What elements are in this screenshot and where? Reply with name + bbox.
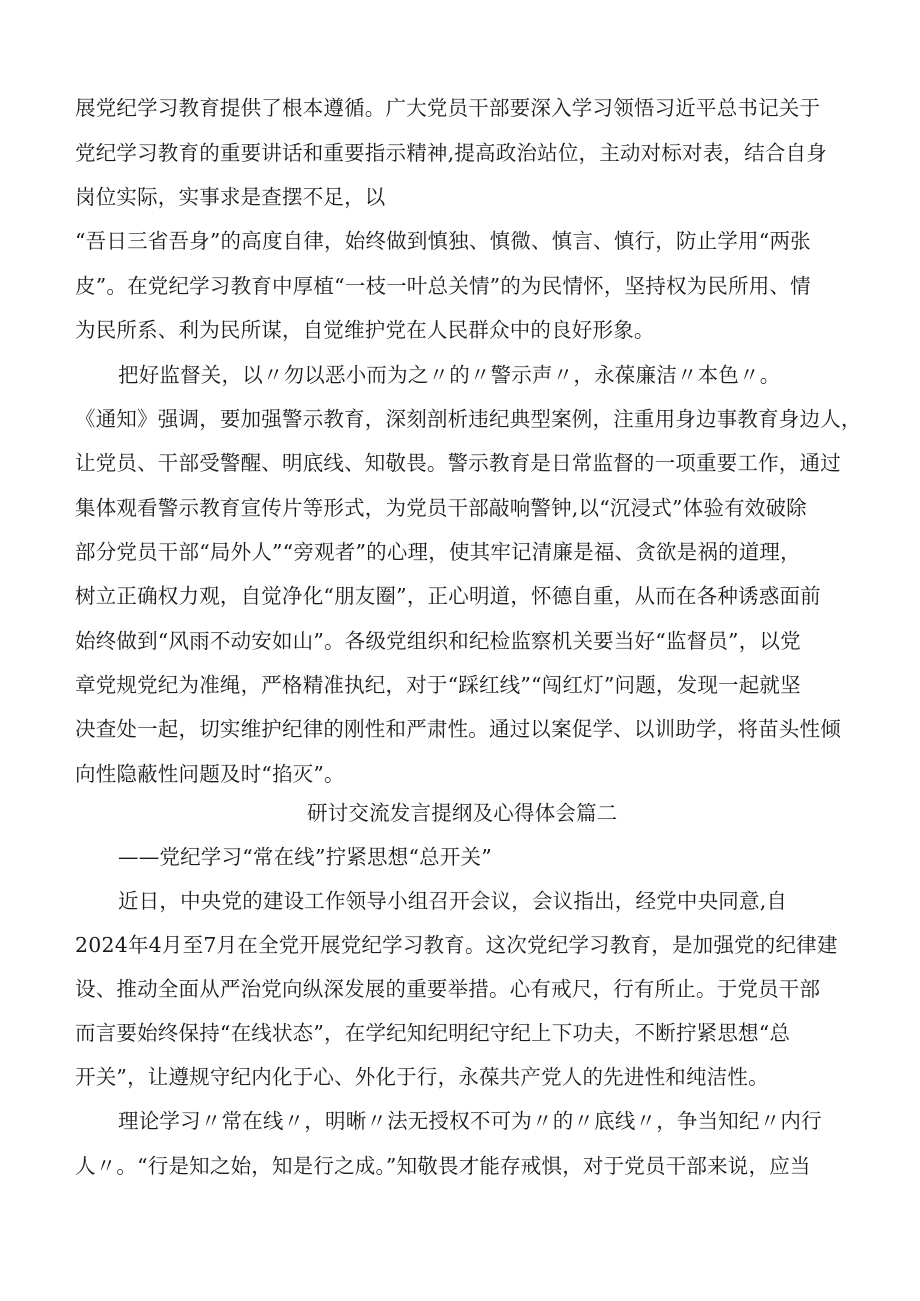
paragraph-line: 部分党员干部“局外人”“旁观者”的心理，使其牢记清廉是福、贪欲是祸的道理， xyxy=(75,540,801,564)
paragraph-line: 章党规党纪为准绳，严格精准执纪，对于“踩红线”“闯红灯”问题，发现一起就坚 xyxy=(75,673,801,697)
section-subtitle: ——党纪学习“常在线”拧紧思想“总开关” xyxy=(118,845,492,869)
paragraph-line: 而言要始终保持“在线状态”，在学纪知纪明纪守纪上下功夫，不断拧紧思想“总 xyxy=(75,1021,791,1045)
paragraph-line: 集体观看警示教育宣传片等形式，为党员干部敲响警钟,以“沉浸式”体验有效破除 xyxy=(75,496,807,520)
paragraph-line: 为民所系、利为民所谋，自觉维护党在人民群众中的良好形象。 xyxy=(75,318,655,342)
paragraph-line: 岗位实际，实事求是查摆不足，以 xyxy=(75,185,386,209)
paragraph-line: 把好监督关，以〃勿以恶小而为之〃的〃警示声〃，永葆廉洁〃本色〃。 xyxy=(118,363,781,387)
paragraph-line: “吾日三省吾身”的高度自律，始终做到慎独、慎微、慎言、慎行，防止学用“两张 xyxy=(75,229,811,253)
paragraph-line: 树立正确权力观，自觉净化“朋友圈”，正心明道，怀德自重，从而在各种诱惑面前 xyxy=(75,584,821,608)
paragraph-line: 人〃。“行是知之始，知是行之成。”知敬畏才能存戒惧，对于党员干部来说，应当 xyxy=(75,1154,811,1178)
paragraph-line: 展党纪学习教育提供了根本遵循。广大党员干部要深入学习领悟习近平总书记关于 xyxy=(75,96,821,120)
paragraph-line: 让党员、干部受警醒、明底线、知敬畏。警示教育是日常监督的一项重要工作，通过 xyxy=(75,451,841,475)
paragraph-line: 《通知》强调，要加强警示教育，深刻剖析违纪典型案例，注重用身边事教育身边人， xyxy=(75,407,862,431)
paragraph-line: 决查处一起，切实维护纪律的刚性和严肃性。通过以案促学、以训助学，将苗头性倾 xyxy=(75,717,841,741)
paragraph-line: 党纪学习教育的重要讲话和重要指示精神,提高政治站位，主动对标对表，结合自身 xyxy=(75,141,827,165)
paragraph-line: 理论学习〃常在线〃，明晰〃法无授权不可为〃的〃底线〃，争当知纪〃内行 xyxy=(118,1109,822,1133)
section-title: 研讨交流发言提纲及心得体会篇二 xyxy=(307,801,618,825)
paragraph-line: 皮”。在党纪学习教育中厚植“一枝一叶总关情”的为民情怀，坚持权为民所用、情 xyxy=(75,274,811,298)
paragraph-line: 向性隐蔽性问题及时“掐灭”。 xyxy=(75,762,345,786)
paragraph-line: 始终做到“风雨不动安如山”。各级党组织和纪检监察机关要当好“监督员”，以党 xyxy=(75,629,801,653)
paragraph-line: 设、推动全面从严治党向纵深发展的重要举措。心有戒尺，行有所止。于党员干部 xyxy=(75,977,821,1001)
paragraph-line: 开关”，让遵规守纪内化于心、外化于行，永葆共产党人的先进性和纯洁性。 xyxy=(75,1065,769,1089)
paragraph-line: 2024年4月至7月在全党开展党纪学习教育。这次党纪学习教育，是加强党的纪律建 xyxy=(75,933,838,957)
paragraph-line: 近日，中央党的建设工作领导小组召开会议，会议指出，经党中央同意,自 xyxy=(118,889,788,913)
